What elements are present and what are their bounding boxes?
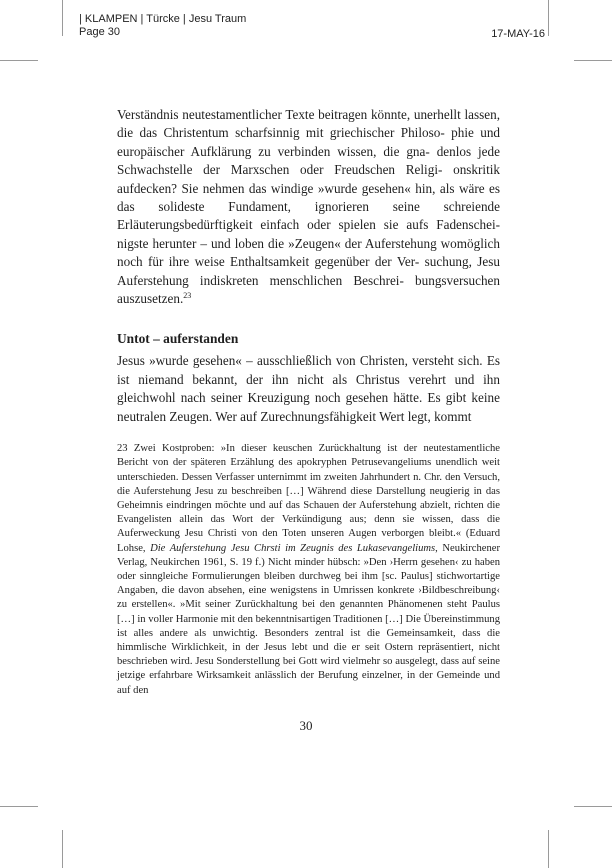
paragraph-2 bbox=[117, 352, 500, 426]
text-line: onskritik aufdecken? Sie nehmen das windige »wurde gesehen« hin, bbox=[117, 162, 500, 196]
crop-mark-top-center-left bbox=[62, 0, 63, 36]
crop-mark-top-right bbox=[574, 60, 612, 61]
crop-mark-bottom-center-right bbox=[548, 830, 549, 868]
text-line: als wäre es das solideste Fundament, ignorieren seine schreiende bbox=[117, 180, 500, 215]
text-line: denlos jede Schwachstelle der Marxschen oder Freudschen Religi- bbox=[117, 143, 500, 178]
header-date: 17-MAY-16 bbox=[491, 28, 545, 40]
text-line: nigste herunter – und loben die »Zeugen« der Auferstehung bbox=[117, 235, 437, 251]
footnote-23 bbox=[117, 442, 500, 698]
page-content bbox=[117, 106, 500, 698]
text-line: suchung, Jesu Auferstehung indiskreten menschlichen Beschrei- bbox=[117, 254, 500, 288]
text-line: lassen, die das Christentum scharfsinnig mit griechischer Philoso- bbox=[117, 107, 501, 141]
text-line: Erläuterungsbedürftigkeit einfach oder spielen sie aufs Fadenschei- bbox=[117, 217, 500, 233]
text-line: Es ist niemand bekannt, der ihn nicht als Christus verehrt und ihn bbox=[117, 353, 501, 387]
text-line: gleichwohl nach seiner Kreuzigung noch gesehen hätte. Es gibt keine bbox=[117, 390, 500, 406]
page-number: 30 bbox=[299, 718, 313, 733]
text-line: Verständnis neutestamentlicher Texte beitragen könnte, unerhellt bbox=[117, 107, 461, 122]
footnote-text-end: , Neukirchener Verlag, Neukirchen 1961, S. 19 f.) Nicht minder hübsch: »Den ›Herrn gesehen‹ zu haben oder sinngleiche Formulierungen bleiben durchweg bei ihm [sc. Paulus] stichwortartige Angaben, die davon absehen, eine wenigstens in Umrissen konkrete ›Bildbeschreibung‹ zu erstellen«. »Mit seiner Zurückhaltung bei den genannten Phänomenen steht Paulus […] in voller Harmonie mit den bekenntnisartigen Traditionen […] Die Übereinstimmung ist alles andere als unwichtig. Besonders zentral ist die Gemeinsamkeit, dass die himmlische Wirklichkeit, in der Jesus lebt und die er seit Ostern repräsentiert, nicht beschrieben wird. Jesu Sonderstellung bei Gott wird vielmehr so ausgelegt, dass auf seine jetzige erfahrbare Wirksamkeit anlässlich der Berufung einzelner, in der Gemeinde und auf den bbox=[117, 542, 500, 696]
paragraph-1 bbox=[117, 106, 500, 308]
header-title-line: | KLAMPEN | Türcke | Jesu Traum bbox=[79, 13, 247, 25]
crop-mark-bottom-right bbox=[574, 806, 612, 807]
crop-mark-top-left bbox=[0, 60, 38, 61]
text-line: phie und europäischer Aufklärung zu verbinden wissen, die gna- bbox=[117, 125, 501, 159]
crop-mark-top-center-right bbox=[548, 0, 549, 36]
text-line: bungsversuchen auszusetzen. bbox=[117, 272, 500, 307]
section-heading: Untot – auferstanden bbox=[117, 331, 239, 347]
footnote-reference: 23 bbox=[183, 291, 192, 301]
footnote-book-title: Die Auferstehung Jesu Chrsti im Zeugnis des Lukasevangeliums bbox=[150, 542, 436, 554]
text-line: Jesus »wurde gesehen« – ausschließlich von Christen, versteht sich. bbox=[117, 353, 483, 369]
crop-mark-bottom-center-left bbox=[62, 830, 63, 868]
print-header bbox=[79, 13, 246, 39]
crop-mark-bottom-left bbox=[0, 806, 38, 807]
footnote-text-start: 23 Zwei Kostproben: »In dieser keuschen Zurückhaltung ist der neutestamentliche Bericht von der späteren Erzählung des apokryphen Petrusevangeliums unendlich weit unterschieden. Dessen Verfasser unternimmt im zweiten Jahrhundert n. Chr. den Versuch, die Auferstehung Jesu zu beschreiben […] Während diese Darstellung neugierig in das Geheimnis eindringen möchte und auf das Schauen der Auferstehung abzielt, richten die Evangelisten allein das Wort der Verkündigung aus; denn sie wissen, dass die Auferweckung Jesu Christi von den Toten unseren Augen verborgen bleibt.« (Eduard Lohse, bbox=[117, 443, 500, 554]
header-page-line: Page 30 bbox=[79, 26, 120, 38]
text-line: neutralen Zeugen. Wer auf Zurechnungsfähigkeit Wert legt, kommt bbox=[117, 408, 472, 424]
text-line: womöglich noch für ihre weise Enthaltsamkeit gegenüber der Ver- bbox=[117, 235, 500, 270]
